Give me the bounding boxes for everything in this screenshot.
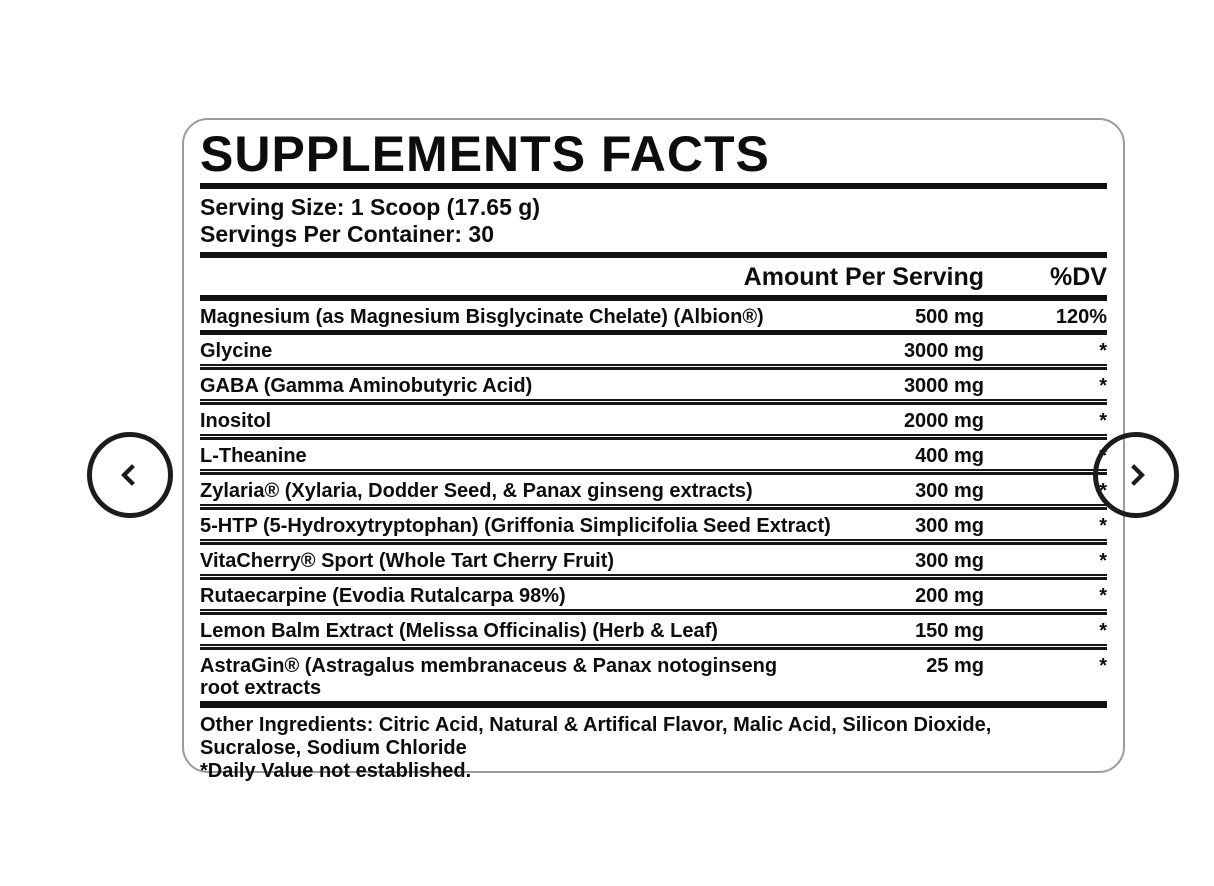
ingredient-amount: 500 mg: [915, 306, 984, 328]
ingredient-amount: 2000 mg: [903, 410, 984, 432]
other-ingredients: Other Ingredients: Citric Acid, Natural & Artifical Flavor, Malic Acid, Silicon Dioxide, Sucralose, Sodium Chloride: [200, 714, 992, 759]
ingredient-row: [200, 301, 1107, 330]
ingredient-dv: *: [1099, 375, 1107, 397]
ingredient-amount: 300 mg: [915, 550, 984, 572]
chevron-right-icon: [1119, 458, 1153, 492]
ingredient-amount: 3000 mg: [903, 375, 984, 397]
carousel-next-button[interactable]: [1093, 432, 1179, 518]
ingredient-row: [200, 440, 1107, 469]
ingredient-name: Zylaria® (Xylaria, Dodder Seed, & Panax ginseng extracts): [200, 480, 753, 502]
carousel-prev-button[interactable]: [87, 432, 173, 518]
ingredient-name: L-Theanine: [200, 445, 307, 467]
ingredient-row: [200, 370, 1107, 399]
ingredient-name: VitaCherry® Sport (Whole Tart Cherry Fruit): [200, 550, 615, 572]
dv-header: %DV: [1050, 263, 1107, 291]
ingredient-amount: 150 mg: [915, 620, 984, 642]
ingredient-name: 5-HTP (5-Hydroxytryptophan) (Griffonia Simplicifolia Seed Extract): [200, 515, 831, 537]
amount-per-serving-header: Amount Per Serving: [743, 263, 984, 291]
ingredient-dv: *: [1099, 585, 1107, 607]
ingredient-dv: *: [1099, 410, 1107, 432]
ingredient-name: GABA (Gamma Aminobutyric Acid): [200, 375, 533, 397]
divider: [200, 183, 1107, 189]
ingredient-row: [200, 510, 1107, 539]
ingredient-dv: *: [1099, 515, 1107, 537]
ingredient-name: Lemon Balm Extract (Melissa Officinalis) (Herb & Leaf): [200, 620, 718, 642]
label-title: SUPPLEMENTS FACTS: [200, 126, 770, 182]
ingredient-amount: 25 mg: [926, 655, 984, 677]
ingredient-dv: *: [1099, 620, 1107, 642]
servings-per-container: Servings Per Container: 30: [200, 221, 494, 247]
ingredient-dv: *: [1099, 340, 1107, 362]
label-footer: [200, 714, 1107, 783]
facts-rows: [200, 301, 1107, 701]
ingredient-dv: *: [1099, 480, 1107, 502]
facts-header-row: [200, 258, 1107, 295]
ingredient-dv: *: [1099, 655, 1107, 677]
supplement-facts-label: [182, 118, 1125, 782]
ingredient-dv: *: [1099, 445, 1107, 467]
ingredient-dv: 120%: [1055, 306, 1107, 328]
ingredient-row: [200, 615, 1107, 644]
ingredient-row: [200, 405, 1107, 434]
ingredient-amount: 300 mg: [915, 480, 984, 502]
ingredient-name: AstraGin® (Astragalus membranaceus & Panax notoginseng: [200, 655, 778, 677]
ingredient-amount: 300 mg: [915, 515, 984, 537]
ingredient-name: Rutaecarpine (Evodia Rutalcarpa 98%): [200, 585, 566, 607]
serving-info: [200, 194, 1107, 248]
serving-size: Serving Size: 1 Scoop (17.65 g): [200, 194, 540, 220]
ingredient-row: [200, 475, 1107, 504]
ingredient-name: Magnesium (as Magnesium Bisglycinate Chelate) (Albion®): [200, 306, 764, 328]
chevron-left-icon: [113, 458, 147, 492]
ingredient-amount: 400 mg: [915, 445, 984, 467]
ingredient-name: Glycine: [200, 340, 273, 362]
ingredient-amount: 3000 mg: [903, 340, 984, 362]
ingredient-row: [200, 335, 1107, 364]
ingredient-dv: *: [1099, 550, 1107, 572]
divider: [200, 701, 1107, 708]
ingredient-row: [200, 545, 1107, 574]
ingredient-row: [200, 650, 1107, 701]
ingredient-name: Inositol: [200, 410, 272, 432]
ingredient-row: [200, 580, 1107, 609]
ingredient-amount: 200 mg: [915, 585, 984, 607]
daily-value-note: *Daily Value not established.: [200, 760, 472, 782]
ingredient-name-line2: root extracts: [200, 677, 322, 699]
